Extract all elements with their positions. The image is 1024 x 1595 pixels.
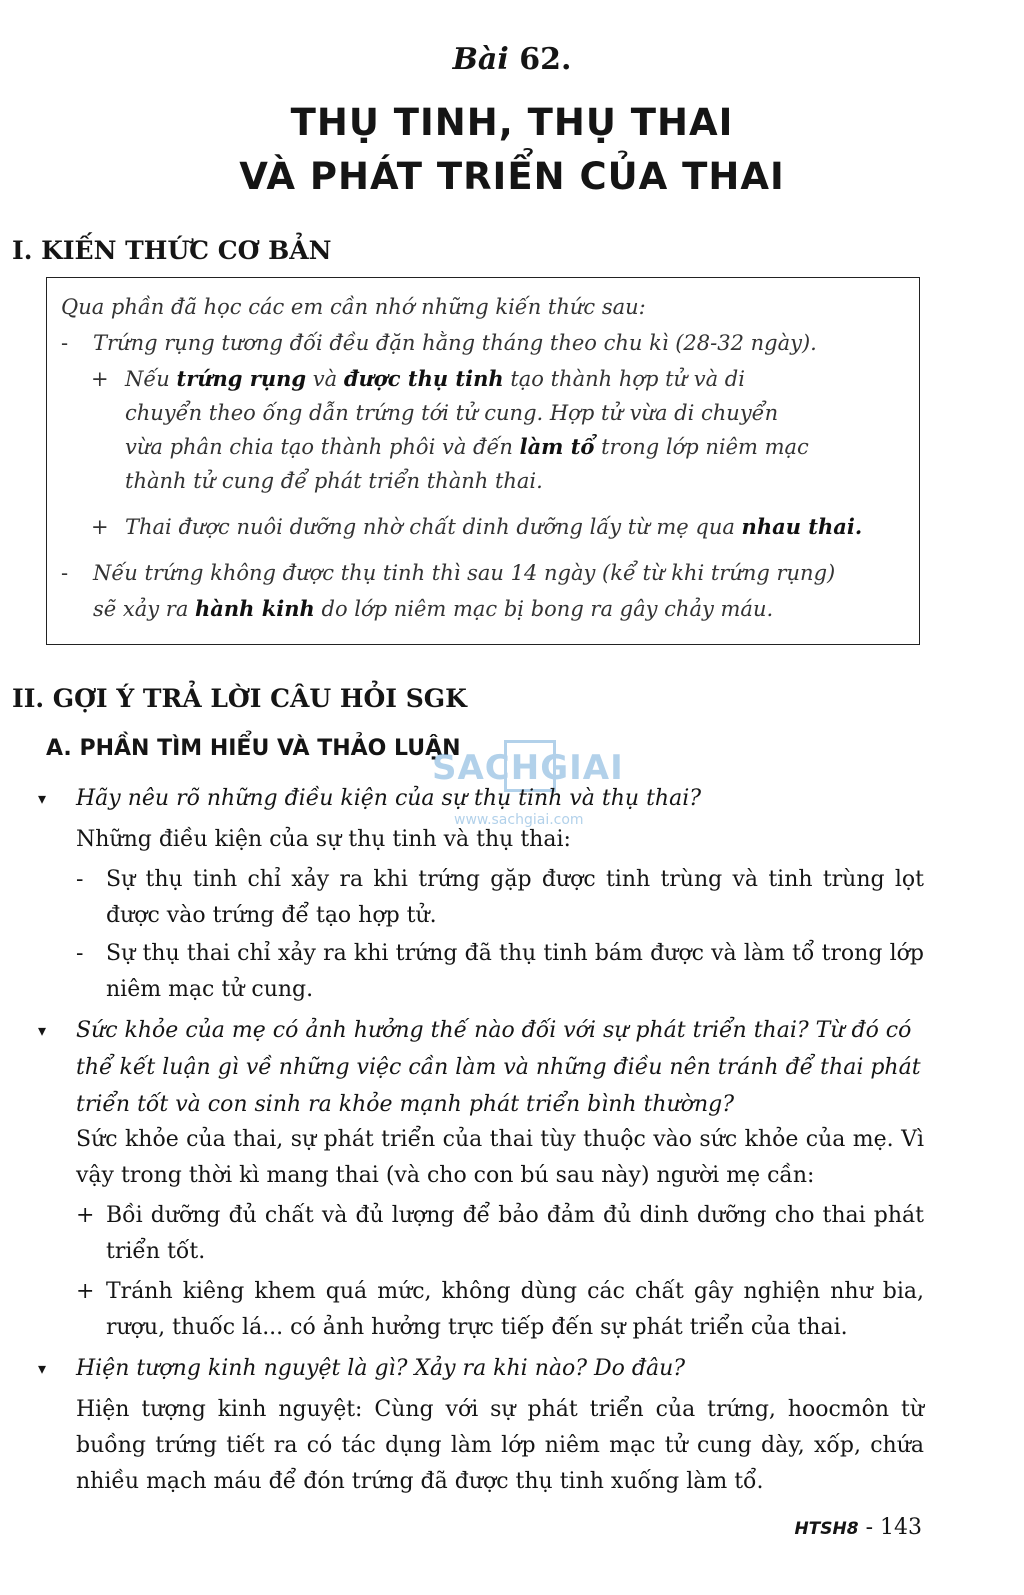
- summary-item-line: sẽ xảy ra hành kinh do lớp niêm mạc bị bong ra gây chảy máu.: [93, 596, 774, 621]
- question: ▾ Hiện tượng kinh nguyệt là gì? Xảy ra khi nào? Do đâu?: [46, 1350, 924, 1387]
- answer-item: - Sự thụ tinh chỉ xảy ra khi trứng gặp được tinh trùng và tinh trùng lọt được vào trứng để tạo hợp tử.: [76, 867, 924, 928]
- summary-box: [46, 277, 920, 645]
- question: ▾ Sức khỏe của mẹ có ảnh hưởng thế nào đối với sự phát triển thai? Từ đó có thể kết luận gì về những việc cần làm và những điều nên tránh để thai phát triển tốt và con sinh ra khỏe mạnh phát triển bình thường?: [46, 1012, 924, 1123]
- summary-subitem-line: chuyển theo ống dẫn trứng tới tử cung. Hợp tử vừa di chuyển: [125, 401, 779, 425]
- summary-subitem-line: thành tử cung để phát triển thành thai.: [125, 469, 543, 493]
- summary-intro: Qua phần đã học các em cần nhớ những kiến thức sau:: [61, 295, 646, 319]
- question: ▾ Hãy nêu rõ những điều kiện của sự thụ tinh và thụ thai?: [46, 780, 924, 817]
- subsection-heading: A. PHẦN TÌM HIỂU VÀ THẢO LUẬN: [46, 736, 461, 761]
- answer-item: + Bồi dưỡng đủ chất và đủ lượng để bảo đảm đủ dinh dưỡng cho thai phát triển tốt.: [76, 1203, 924, 1264]
- summary-subitem: + Nếu trứng rụng và được thụ tinh tạo thành hợp tử và di: [91, 366, 745, 391]
- answer-item: + Tránh kiêng khem quá mức, không dùng các chất gây nghiện như bia, rượu, thuốc lá... có ảnh hưởng trực tiếp đến sự phát triển của thai.: [76, 1279, 924, 1340]
- watermark-url: www.sachgiai.com: [454, 812, 584, 828]
- answer-intro: Những điều kiện của sự thụ tinh và thụ thai:: [76, 827, 571, 852]
- page-number: - 143: [858, 1515, 922, 1540]
- lesson-title: THỤ TINH, THỤ THAI VÀ PHÁT TRIỂN CỦA THAI: [239, 101, 785, 198]
- question-marker-icon: ▾: [38, 1359, 47, 1378]
- lesson-number: Bài 62.: [452, 42, 572, 77]
- book-code: HTSH8: [794, 1519, 859, 1539]
- section-heading-basic-knowledge: I. KIẾN THỨC CƠ BẢN: [12, 236, 332, 265]
- question-marker-icon: ▾: [38, 1021, 47, 1040]
- summary-subitem: + Thai được nuôi dưỡng nhờ chất dinh dưỡng lấy từ mẹ qua nhau thai.: [91, 514, 863, 539]
- summary-item: - Nếu trứng không được thụ tinh thì sau 14 ngày (kể từ khi trứng rụng): [61, 561, 836, 585]
- page-footer: [794, 1515, 922, 1540]
- answer-paragraph: Hiện tượng kinh nguyệt: Cùng với sự phát triển của trứng, hoocmôn từ buồng trứng tiết ra có tác dụng làm lớp niêm mạc tử cung dày, xốp, chứa nhiều mạch máu để đón trứng đã được thụ tinh xuống làm tổ.: [76, 1397, 924, 1494]
- section-heading-answers: II. GỢI Ý TRẢ LỜI CÂU HỎI SGK: [12, 684, 467, 713]
- question-marker-icon: ▾: [38, 789, 47, 808]
- answer-item: - Sự thụ thai chỉ xảy ra khi trứng đã thụ tinh bám được và làm tổ trong lớp niêm mạc tử cung.: [76, 941, 924, 1002]
- answer-intro: Sức khỏe của thai, sự phát triển của thai tùy thuộc vào sức khỏe của mẹ. Vì vậy trong thời kì mang thai (và cho con bú sau này) người mẹ cần:: [76, 1127, 924, 1188]
- summary-subitem-line: vừa phân chia tạo thành phôi và đến làm tổ trong lớp niêm mạc: [125, 434, 809, 459]
- watermark-logo: SACHGIAI: [432, 748, 624, 788]
- summary-item: - Trứng rụng tương đối đều đặn hằng tháng theo chu kì (28-32 ngày).: [61, 331, 817, 355]
